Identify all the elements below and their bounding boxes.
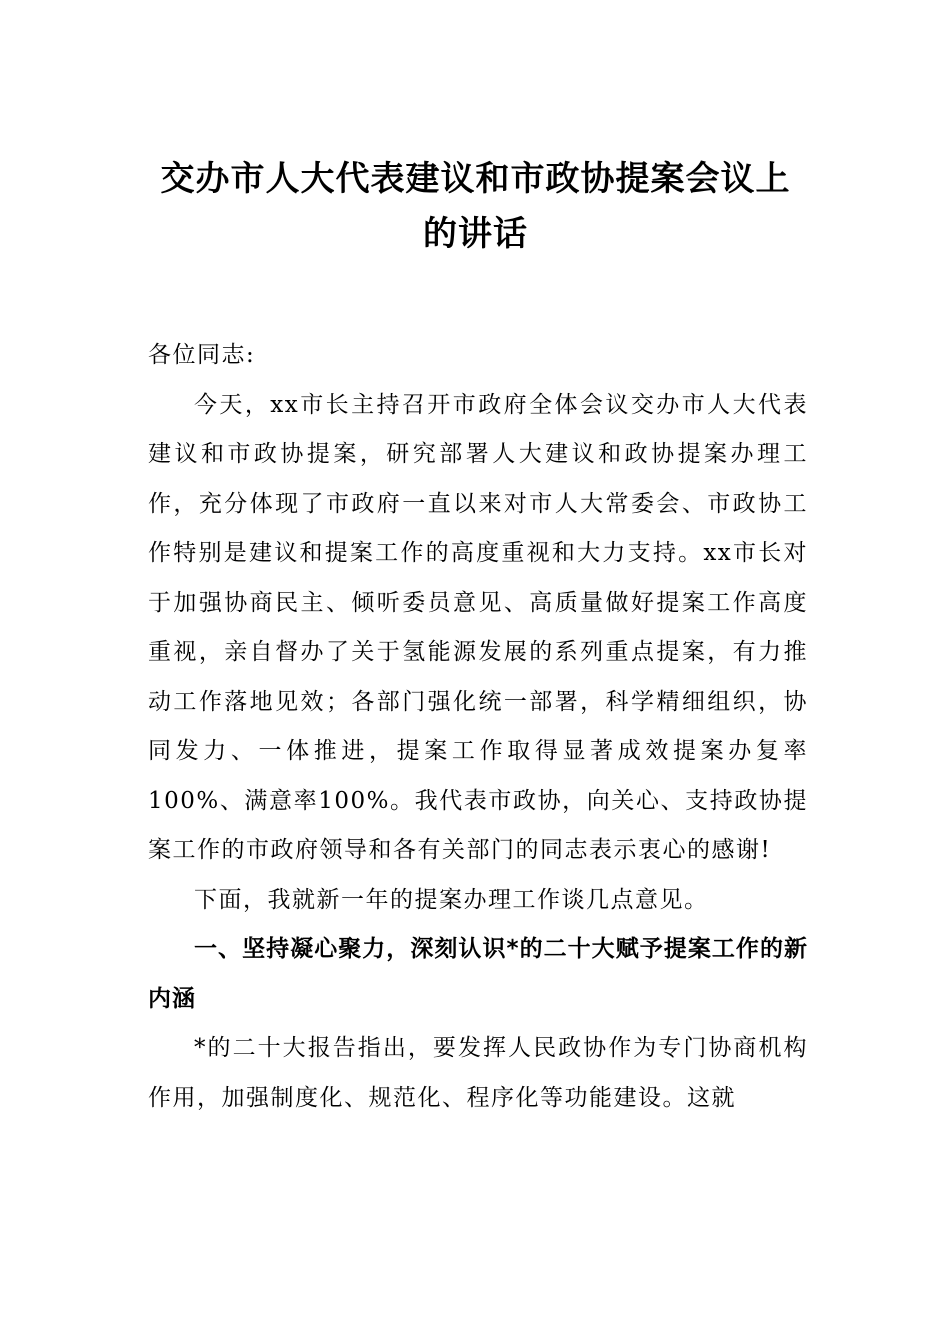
document-body [148, 331, 808, 1123]
document-title: 交办市人大代表建议和市政协提案会议上的讲话 [160, 159, 791, 254]
body-paragraph-2: 下面，我就新一年的提案办理工作谈几点意见。 [194, 886, 709, 913]
body-paragraph-1: 今天，xx市长主持召开市政府全体会议交办市人大代表建议和市政协提案，研究部署人大建议和政协提案办理工作，充分体现了市政府一直以来对市人大常委会、市政协工作特别是建议和提案工作的高度重视和大力支持。xx市长对于加强协商民主、倾听委员意见、高质量做好提案工作高度重视，亲自督办了关于氢能源发展的系列重点提案，有力推动工作落地见效；各部门强化统一部署，科学精细组织，协同发力、一体推进，提案工作取得显著成效提案办复率100%、满意率100%。我代表市政协，向关心、支持政协提案工作的市政府领导和各有关部门的同志表示衷心的感谢! [148, 391, 808, 863]
section-paragraph: *的二十大报告指出，要发挥人民政协作为专门协商机构作用，加强制度化、规范化、程序化等功能建设。这就 [148, 1035, 808, 1111]
section-heading: 一、坚持凝心聚力，深刻认识*的二十大赋予提案工作的新内涵 [148, 936, 808, 1012]
salutation: 各位同志: [148, 342, 256, 368]
